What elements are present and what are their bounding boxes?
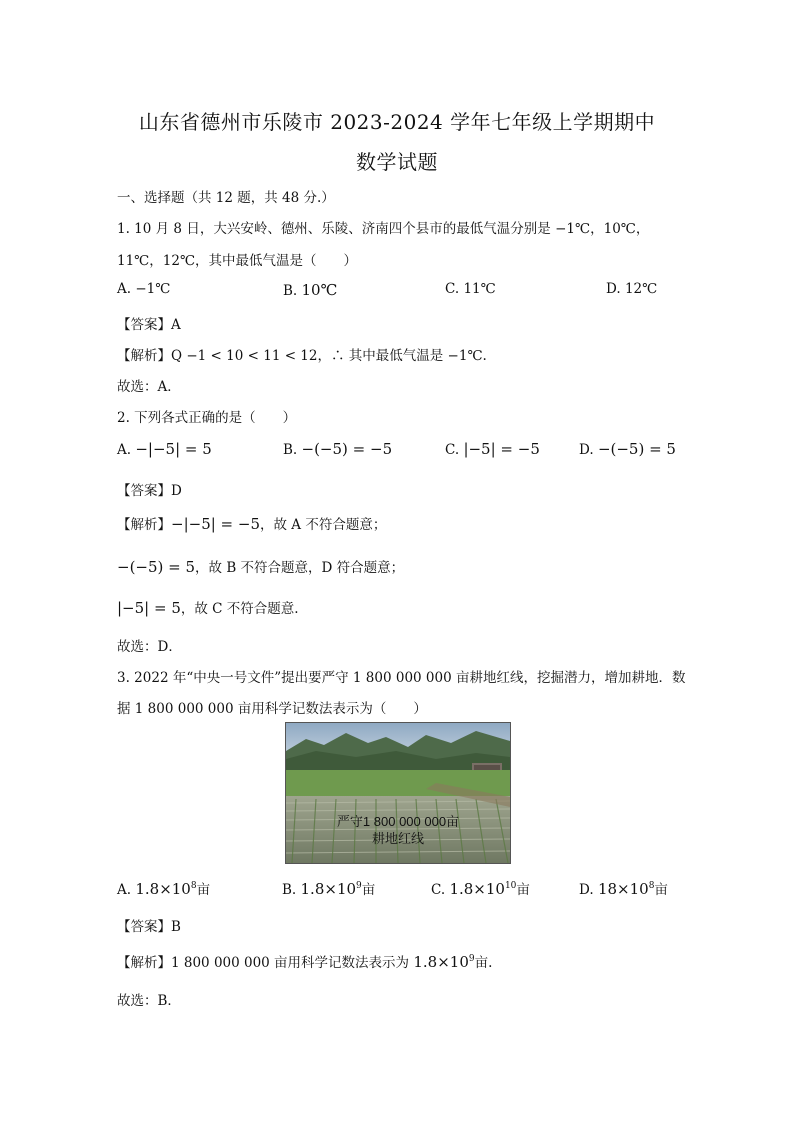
q1-conclusion: 故选：A． bbox=[117, 379, 181, 395]
q2-answer: 【答案】D bbox=[117, 483, 182, 499]
analysis-text: ，故 C 不符合题意. bbox=[180, 601, 299, 617]
q1-option-c bbox=[445, 281, 496, 297]
option-label: B. bbox=[282, 882, 297, 898]
option-label: A. bbox=[117, 442, 132, 458]
option-label: B. bbox=[283, 442, 298, 458]
farmland-photo bbox=[285, 722, 511, 864]
q1-stem-line2: 11℃，12℃，其中最低气温是（ ） bbox=[117, 253, 358, 269]
q3-option-d bbox=[579, 878, 668, 898]
option-formula: −(−5) = 5 bbox=[597, 440, 676, 458]
option-label: C. bbox=[445, 442, 460, 458]
doc-title-line2: 数学试题 bbox=[356, 150, 438, 174]
analysis-text: ，故 A 不符合题意； bbox=[260, 517, 387, 533]
option-label: A. bbox=[117, 882, 132, 898]
analysis-base: 1.8×10 bbox=[413, 953, 469, 971]
option-exponent: 9 bbox=[356, 881, 362, 891]
option-unit: 亩 bbox=[361, 882, 376, 898]
q1-option-d bbox=[606, 281, 657, 297]
option-formula: |−5| = −5 bbox=[463, 440, 540, 458]
q2-stem: 2. 下列各式正确的是（ ） bbox=[117, 410, 297, 426]
q2-option-c bbox=[445, 440, 540, 458]
option-base: 1.8×10 bbox=[300, 880, 357, 898]
q3-answer: 【答案】B bbox=[117, 919, 181, 935]
option-unit: 亩 bbox=[654, 882, 668, 898]
option-label: D. bbox=[579, 882, 594, 898]
q2-analysis-line2 bbox=[117, 556, 404, 576]
option-text: −1℃ bbox=[135, 281, 171, 297]
analysis-prefix: 【解析】 bbox=[117, 517, 171, 533]
analysis-text: ，故 B 不符合题意，D 符合题意； bbox=[195, 560, 405, 576]
analysis-text: 【解析】1 800 000 000 亩用科学记数法表示为 bbox=[117, 955, 414, 971]
option-base: 1.8×10 bbox=[449, 880, 505, 898]
analysis-exponent: 9 bbox=[468, 954, 475, 964]
option-label: C. bbox=[431, 882, 446, 898]
option-label: B. bbox=[283, 283, 298, 299]
q1-option-a bbox=[117, 281, 170, 297]
option-text: 12℃ bbox=[624, 281, 658, 297]
q2-conclusion: 故选：D． bbox=[117, 639, 182, 655]
q1-analysis: 【解析】Q −1 < 10 < 11 < 12，∴ 其中最低气温是 −1℃. bbox=[117, 348, 487, 364]
option-label: C. bbox=[445, 281, 460, 297]
option-label: A. bbox=[117, 281, 132, 297]
analysis-formula: −|−5| = −5 bbox=[171, 515, 261, 533]
option-base: 18×10 bbox=[597, 880, 649, 898]
q3-conclusion: 故选：B． bbox=[117, 993, 181, 1009]
photo-caption-line2: 耕地红线 bbox=[371, 831, 424, 846]
option-formula: −(−5) = −5 bbox=[301, 440, 393, 458]
option-unit: 亩 bbox=[516, 882, 530, 898]
option-exponent: 8 bbox=[190, 881, 197, 891]
option-unit: 亩 bbox=[196, 882, 211, 898]
option-label: D. bbox=[606, 281, 621, 297]
analysis-unit: 亩. bbox=[474, 955, 493, 971]
q1-answer: 【答案】A bbox=[117, 317, 181, 333]
analysis-formula: |−5| = 5 bbox=[117, 599, 181, 617]
option-exponent: 8 bbox=[648, 881, 655, 891]
option-label: D. bbox=[579, 442, 594, 458]
q1-option-b bbox=[283, 281, 337, 299]
doc-title-line1: 山东省德州市乐陵市 2023-2024 学年七年级上学期期中 bbox=[138, 110, 656, 134]
q2-analysis-line1 bbox=[117, 513, 386, 533]
q3-option-c bbox=[431, 878, 530, 898]
option-exponent: 10 bbox=[504, 881, 517, 891]
q2-option-a bbox=[117, 440, 212, 458]
option-formula: −|−5| = 5 bbox=[135, 440, 212, 458]
q2-analysis-line3 bbox=[117, 597, 299, 617]
analysis-formula: −(−5) = 5 bbox=[117, 558, 196, 576]
q3-stem-line2: 据 1 800 000 000 亩用科学记数法表示为（ ） bbox=[117, 701, 427, 717]
q1-stem-line1: 1. 10 月 8 日，大兴安岭、德州、乐陵、济南四个县市的最低气温分别是 −1℃，10℃， bbox=[117, 221, 650, 237]
option-base: 1.8×10 bbox=[135, 880, 191, 898]
photo-caption-line1: 严守1 800 000 000亩 bbox=[336, 814, 460, 829]
q3-analysis bbox=[117, 951, 492, 971]
option-text: 11℃ bbox=[463, 281, 496, 297]
q2-option-b bbox=[283, 440, 392, 458]
q3-option-a bbox=[117, 878, 210, 898]
section-heading: 一、选择题（共 12 题，共 48 分.） bbox=[117, 190, 335, 206]
q2-option-d bbox=[579, 440, 676, 458]
q3-option-b bbox=[282, 878, 375, 898]
option-text: 10℃ bbox=[301, 281, 338, 299]
q3-stem-line1: 3. 2022 年“中央一号文件”提出要严守 1 800 000 000 亩耕地红线，挖掘潜力，增加耕地．数 bbox=[117, 670, 686, 686]
